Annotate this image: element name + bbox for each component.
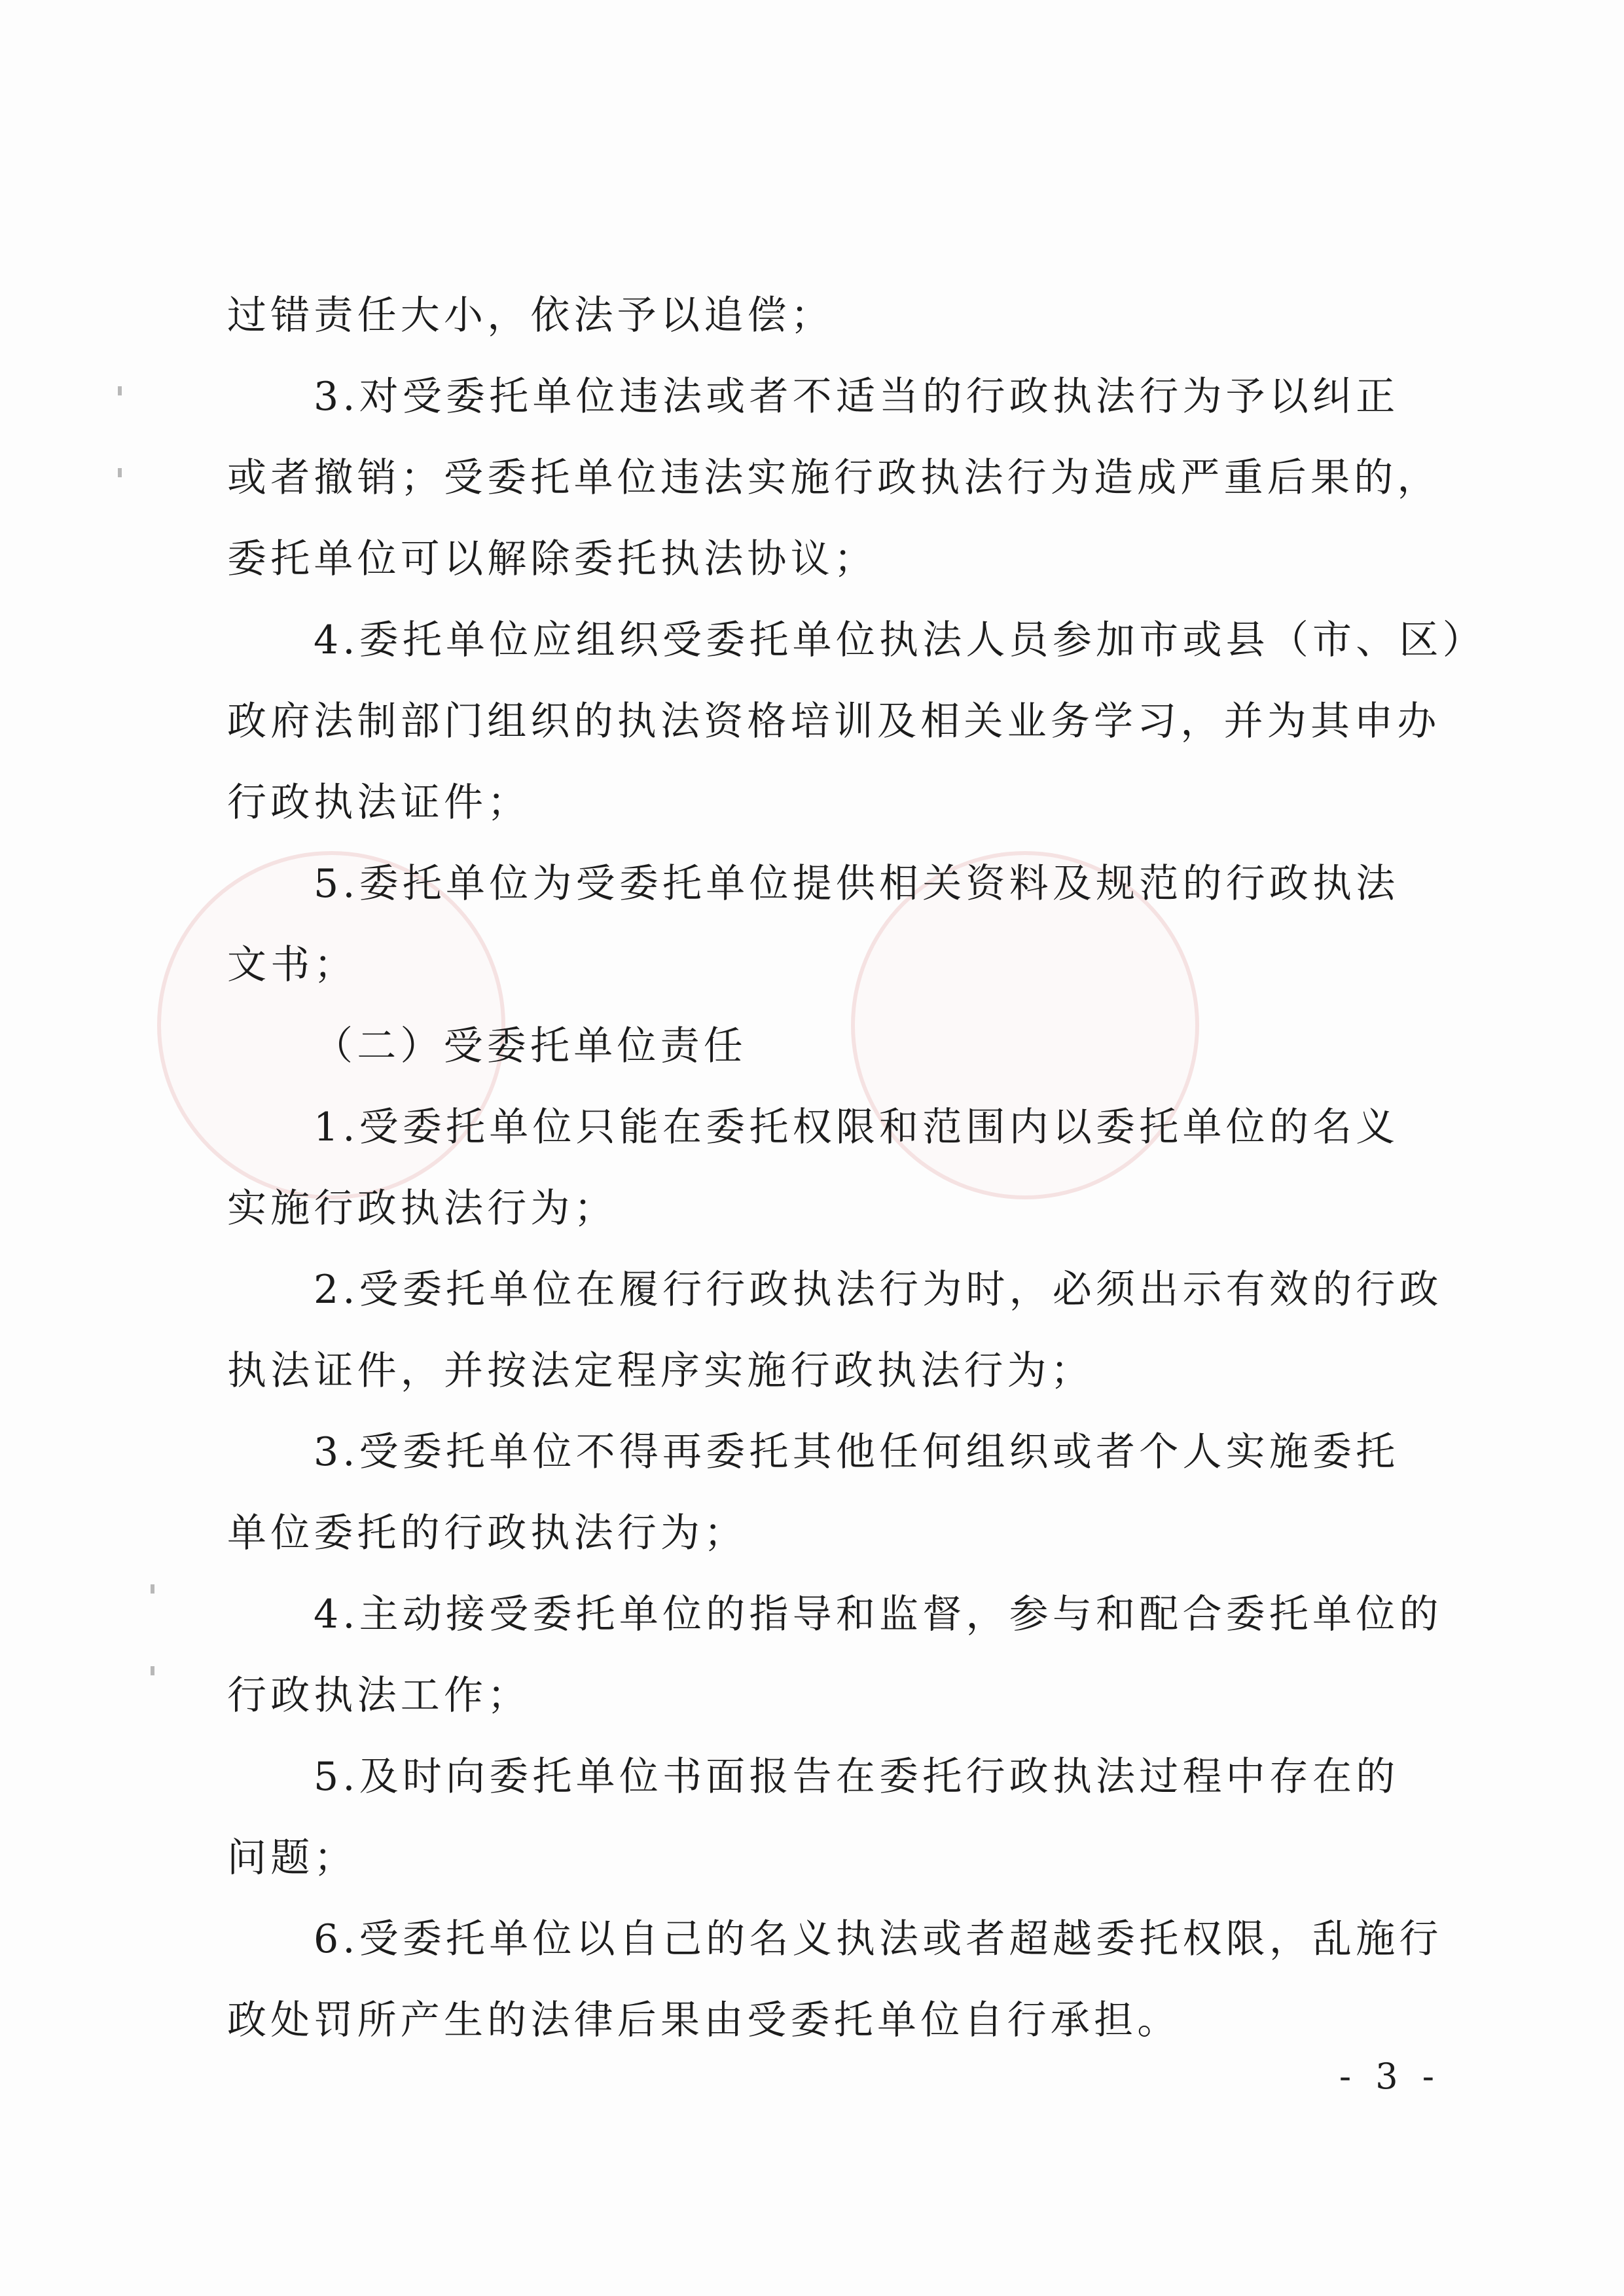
scan-mark [151,1584,154,1594]
page-number: - 3 - [1339,2056,1441,2097]
text-line: 3.对受委托单位违法或者不适当的行政执法行为予以纠正 [314,374,1399,420]
text-line: 行政执法工作； [227,1673,531,1719]
text-line: 2.受委托单位在履行行政执法行为时，必须出示有效的行政 [314,1267,1443,1313]
text-line: 4.主动接受委托单位的指导和监督，参与和配合委托单位的 [314,1592,1443,1637]
text-line: 3.受委托单位不得再委托其他任何组织或者个人实施委托 [314,1429,1399,1475]
text-line: 政府法制部门组织的执法资格培训及相关业务学习，并为其申办 [227,699,1441,744]
text-line: 实施行政执法行为； [227,1186,617,1231]
scan-mark [151,1666,154,1675]
text-line: 4.委托单位应组织受委托单位执法人员参加市或县（市、区） [314,617,1486,663]
text-line: 5.及时向委托单位书面报告在委托行政执法过程中存在的 [314,1754,1399,1800]
section-heading: （二）受委托单位责任 [314,1023,747,1069]
text-line: 单位委托的行政执法行为； [227,1510,748,1556]
text-line: 6.受委托单位以自己的名义执法或者超越委托权限，乱施行 [314,1916,1443,1962]
text-line: 行政执法证件； [227,780,531,826]
text-line: 或者撤销；受委托单位违法实施行政执法行为造成严重后果的， [227,455,1441,501]
text-line: 问题； [227,1835,357,1881]
text-line: 过错责任大小，依法予以追偿； [227,293,834,338]
body-text [227,275,1486,2061]
scan-mark [118,468,122,477]
text-line: 5.委托单位为受委托单位提供相关资料及规范的行政执法 [314,861,1399,907]
text-line: 文书； [227,942,357,988]
text-line: 委托单位可以解除委托执法协议； [227,536,877,582]
text-line: 1.受委托单位只能在委托权限和范围内以委托单位的名义 [314,1104,1399,1150]
scan-mark [118,386,122,395]
text-line: 执法证件，并按法定程序实施行政执法行为； [227,1348,1094,1394]
text-line: 政处罚所产生的法律后果由受委托单位自行承担。 [227,1997,1181,2043]
